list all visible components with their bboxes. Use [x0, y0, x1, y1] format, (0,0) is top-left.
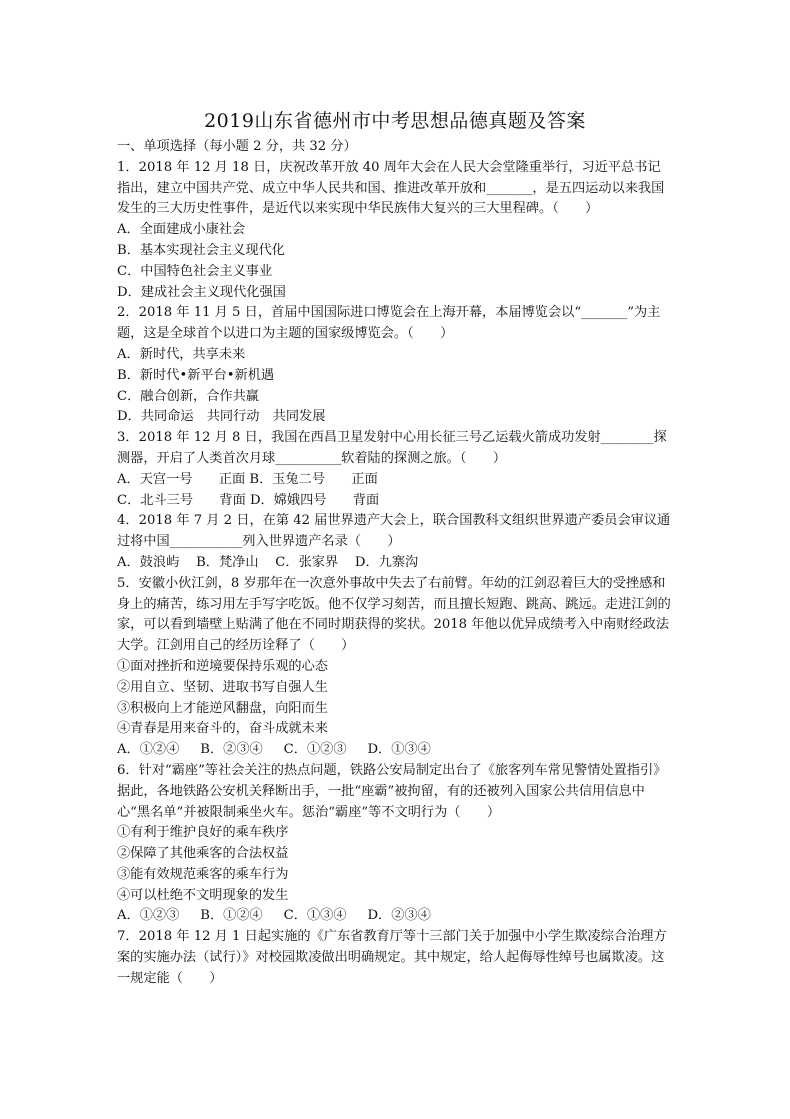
question-4-option-a: A．鼓浪屿: [117, 554, 180, 570]
question-3-options-ab: A．天宫一号 正面 B．玉兔二号 正面: [117, 471, 378, 487]
question-2-option-d: D．共同命运 共同行动 共同发展: [117, 409, 326, 425]
question-3-stem: 3．2018 年 12 月 8 日，我国在西昌卫星发射中心用长征三号乙运载火箭成功发射________探测器，开启了人类首次月球__________软着陆的探测之旅。（ ）: [117, 430, 667, 466]
question-6-options: [117, 906, 673, 927]
question-1-option-d: D．建成社会主义现代化强国: [117, 284, 286, 300]
question-6-statement-4: ④可以杜绝不文明现象的发生: [117, 887, 289, 903]
section-heading: 一、单项选择（每小题 2 分，共 32 分）: [117, 139, 357, 154]
document-title: 2019山东省德州市中考思想品德真题及答案: [204, 110, 586, 132]
question-5-option-c: C．①②③: [283, 742, 347, 758]
question-1-option-c: C．中国特色社会主义事业: [117, 263, 273, 279]
document-body: [117, 137, 673, 990]
question-5-statement-2: ②用自立、坚韧、进取书写自强人生: [117, 679, 328, 695]
question-5-option-d: D．①③④: [367, 742, 431, 758]
question-2-option-c: C．融合创新，合作共赢: [117, 388, 259, 404]
question-4-option-b: B．梵净山: [196, 554, 259, 570]
question-6-option-d: D．②③④: [367, 908, 431, 924]
question-4-option-c: C．张家界: [275, 554, 339, 570]
question-4-option-d: D．九寨沟: [354, 554, 419, 570]
question-3-options-cd: C．北斗三号 背面 D．嫦娥四号 背面: [117, 492, 380, 508]
question-6-stem: 6．针对“霸座”等社会关注的热点问题，铁路公安局制定出台了《旅客列车常见警情处置指引》据此，各地铁路公安机关释断出手，一批“座霸”被拘留，有的还被列入国家公共信用信息中心“黑名单”并被限制乘坐火车。惩治“霸座”等不文明行为（ ）: [117, 762, 667, 820]
question-5-statement-3: ③积极向上才能逆风翻盘，向阳而生: [117, 700, 328, 716]
question-2-stem: 2．2018 年 11 月 5 日，首届中国国际进口博览会在上海开幕，本届博览会以“_______”为主题，这是全球首个以进口为主题的国家级博览会。（ ）: [117, 305, 661, 342]
question-1-stem: 1．2018 年 12 月 18 日，庆祝改革开放 40 周年大会在人民大会堂隆重举行，习近平总书记指出，建立中国共产党、成立中华人民共和国、推进改革开放和_______，是五四运动以来我国发生的三大历史性事件，是近代以来实现中华民族伟大复兴的三大里程碑。（ ）: [117, 159, 665, 217]
question-5-option-a: A．①②④: [117, 742, 180, 758]
question-5-statement-4: ④青春是用来奋斗的，奋斗成就未来: [117, 721, 328, 737]
question-1-option-a: A．全面建成小康社会: [117, 222, 246, 238]
question-6-statement-1: ①有利于维护良好的乘车秩序: [117, 825, 289, 841]
question-6-statement-3: ③能有效规范乘客的乘车行为: [117, 866, 289, 882]
question-2-option-a: A．新时代，共享未来: [117, 346, 246, 362]
question-5-options: [117, 740, 673, 761]
question-5-option-b: B．②③④: [200, 742, 263, 758]
question-2-option-b: B．新时代•新平台•新机遇: [117, 367, 275, 383]
question-4-options: [117, 553, 673, 574]
question-6-statement-2: ②保障了其他乘客的合法权益: [117, 846, 289, 862]
question-5-statement-1: ①面对挫折和逆境要保持乐观的心态: [117, 658, 328, 674]
question-6-option-c: C．①③④: [283, 908, 347, 924]
question-5-stem: 5．安徽小伙江剑，8 岁那年在一次意外事故中失去了右前臂。年幼的江剑忍着巨大的受挫感和身上的痛苦，练习用左手写字吃饭。他不仅学习刻苦，而且擅长短跑、跳高、跳远。走进江剑的家，可以看到墙壁上贴满了他在不同时期获得的奖状。2018 年他以优异成绩考入中南财经政法大学。江剑用自己的经历诠释了（ ）: [117, 575, 671, 654]
question-7-stem: 7．2018 年 12 月 1 日起实施的《广东省教育厅等十三部门关于加强中小学生欺凌综合治理方案的实施办法（试行）》对校园欺凌做出明确规定。其中规定，给人起侮辱性绰号也属欺凌。这一规定能（ ）: [117, 929, 667, 986]
question-4-stem: 4．2018 年 7 月 2 日，在第 42 届世界遗产大会上，联合国教科文组织世界遗产委员会审议通过将中国___________列入世界遗产名录（ ）: [117, 513, 671, 550]
question-1-option-b: B．基本实现社会主义现代化: [117, 242, 285, 258]
question-6-option-a: A．①②③: [117, 908, 180, 924]
question-6-option-b: B．①②④: [200, 908, 263, 924]
